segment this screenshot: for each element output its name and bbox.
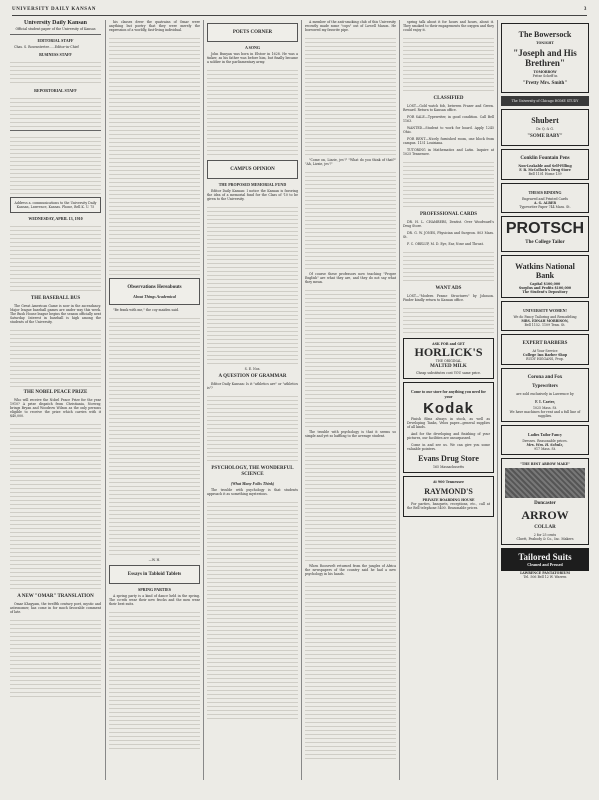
prof-item: DR. H. L. CHAMBERS, Dentist. Over Woodward's Drug Store.: [403, 220, 494, 228]
horlick-product: MALTED MILK: [430, 364, 467, 369]
notice-text: [10, 134, 101, 194]
body-text: "Come on, Lizzie, jes'!" "What do you think of that?" "Ah, Lizzie, jes'!": [305, 158, 396, 166]
conklin-price: Bell 1101 Home 139: [528, 172, 562, 176]
song-title: A SONG: [244, 45, 260, 50]
grammar-text: Editor Daily Kansan: Is it "athletics are" or "athletics is"?: [207, 382, 298, 390]
horlick-tag: Cheap substitutes cost YOU same price.: [416, 371, 481, 375]
omar-body: [10, 617, 101, 697]
column-2: [109, 20, 200, 788]
wanted-text: LOST—"Modern Frame Structures" by Johnson. Finder kindly return to Kansan office.: [403, 294, 494, 302]
watkins-capital: Capital $100,000: [529, 282, 561, 286]
grammar-body: [207, 393, 298, 463]
reportorial-staff-head: REPORTORIAL STAFF: [34, 88, 77, 93]
corona-ad: [501, 368, 589, 422]
kodak-name: Kodak: [423, 400, 474, 417]
women-head: UNIVERSITY WOMEN!: [523, 308, 567, 313]
doncaster-name: Doncaster: [534, 501, 556, 506]
classified-item: LOST—Gold watch fob, between Fraser and Green. Reward. Return to Kansan office.: [403, 104, 494, 112]
arrow-name: ARROW: [521, 508, 569, 522]
wanted-head: WANT ADS: [435, 286, 462, 291]
editorial-staff-head: EDITORIAL STAFF: [37, 38, 74, 43]
observations-body: [109, 315, 200, 555]
signature: —W. H.: [148, 558, 161, 562]
column-3: [207, 20, 298, 788]
classified-item: FOR RENT—Nicely furnished room, one block from campus. 1131 Louisiana.: [403, 137, 494, 145]
essays-head: Essays in Tabloid Tablets: [127, 572, 182, 577]
women-name: MRS. EDNAH MORRISON,: [521, 319, 569, 323]
omar-continued-body: [109, 35, 200, 275]
column-rule: [203, 20, 204, 780]
campus-sub: THE PROPOSED MEMORIAL FUND: [218, 182, 287, 187]
horlick-sub: THE ORIGINAL: [435, 359, 462, 363]
ladies-dresses: Dresses. Reasonable prices.: [522, 439, 568, 443]
poets-box: [207, 23, 298, 42]
essays-box: [109, 565, 200, 584]
collar-name: COLLAR: [534, 525, 556, 530]
column-5: [403, 20, 494, 788]
tomorrow: TOMORROW: [533, 70, 557, 74]
protsch-name: PROTSCH: [505, 220, 585, 237]
omar-head: A NEW "OMAR" TRANSLATION: [17, 594, 94, 599]
body-text: When Roosevelt returned from the jungles of Africa the newspapers of the country said he had a new psychology in his hands.: [305, 564, 396, 576]
signature: S. E. Nos.: [244, 367, 261, 371]
omar-text: Omar Khayyam, the twelfth century poet, mystic and astronomer, has come in for much favorable comment of late.: [10, 602, 101, 614]
prof-item: DR. G. W. JONES, Physician and Surgeon. 803 Mass. St.: [403, 231, 494, 239]
ladies-head: Ladies Tailor Fancy: [528, 432, 562, 437]
poem-body: [207, 67, 298, 157]
conklin-sub: Non-Leakable and Self-Filling: [518, 164, 572, 168]
staff-list: [10, 59, 101, 85]
gilbert-name: A. G. ALBER: [533, 201, 556, 205]
watkins-surplus: Surplus and Profits $100,000: [518, 286, 572, 290]
business-staff-head: BUSINESS STAFF: [39, 52, 72, 57]
women-tailoring: We do Fancy Tailoring and Remodeling: [513, 315, 577, 319]
staff-list: [10, 95, 101, 127]
essays-body: [109, 609, 200, 749]
evans-addr: 165 Massachusetts: [432, 465, 465, 469]
classified-item: WANTED—Student to work for board. Apply 1245 Ohio.: [403, 126, 494, 134]
masthead: [12, 4, 587, 16]
chicago-box: The University of Chicago HOME STUDY: [511, 99, 579, 103]
raymond-sub: PRIVATE BOARDING HOUSE: [422, 498, 475, 502]
column-rule: [399, 20, 400, 780]
observations-head: Observations Hereabouts: [127, 285, 182, 290]
body-text-block: [305, 169, 396, 269]
body-text-block: [305, 35, 396, 155]
classified-more: [403, 159, 494, 209]
observations-box: [109, 278, 200, 305]
campus-box: [207, 160, 298, 179]
shubert-name: Shubert: [531, 116, 559, 125]
kodak-text2: And for the developing and finishing of your pictures, our facilities are unsurpassed.: [407, 432, 490, 440]
nobel-text: Who will receive the Nobel Peace Prize for the year 1910? A prize dispatch from Christiania, Norway, brings Bryan and Woodrow Wilson as the only persons eligible to receive the prize which carries with it $40,000.: [10, 398, 101, 418]
psych-sub: (What Many Folks Think): [230, 481, 275, 486]
poets-head: POETS CORNER: [232, 30, 273, 35]
psych-text: The trouble with psychology is that students approach it as something mysterious.: [207, 488, 298, 496]
address-block: Address a. communications to the University Daily Kansan, Lawrence, Kansas. Phone, Bell K. U. 75: [10, 197, 101, 213]
baseball-body: [10, 327, 101, 387]
campus-head: CAMPUS OPINION: [230, 167, 275, 172]
thesis-head: THESIS BINDING: [528, 190, 562, 195]
corona-name: Corona and Fox: [527, 375, 563, 380]
body-text: The trouble with psychology is that it seems so simple and yet so baffling to the average student.: [305, 430, 396, 438]
horlick-name: HORLICK'S: [414, 345, 483, 359]
barber-sub: At Your Service: [532, 349, 558, 353]
raymond-top: At 900 Tennessee: [432, 480, 465, 484]
shubert-ad: [501, 109, 589, 146]
editorial-text: [10, 223, 101, 293]
tailored-name: Tailored Suits: [518, 552, 572, 562]
college-inn: College Inn Barber Shop: [522, 353, 568, 357]
tailored-suits-ad: [501, 548, 589, 571]
conklin-ad: [501, 149, 589, 180]
horlick-top: ASK FOR and GET: [432, 342, 465, 346]
chicago-ad: [501, 96, 589, 106]
prof-more: [403, 249, 494, 283]
dressmaker-addr: 917 Mass. St.: [533, 447, 557, 451]
classified-item: FOR SALE—Typewriter, in good condition. Call Bell 1163.: [403, 115, 494, 123]
wanted-more: [403, 305, 494, 335]
divider: [10, 130, 101, 131]
body-text-block: [403, 35, 494, 93]
raymond-text: For parties, banquets, receptions, etc., call at the Bell telephone 5400. Reasonable prices.: [407, 502, 490, 510]
body-text-block: [305, 441, 396, 561]
corona-rent: We have machines for rent and a full line of supplies.: [509, 410, 581, 418]
nobel-body: [10, 421, 101, 591]
barber-ad: [501, 334, 589, 365]
baseball-head: THE BASEBALL BUS: [30, 296, 81, 301]
tonight: TONIGHT: [536, 41, 554, 45]
fritze: Fritze Scheff in: [532, 74, 558, 78]
column-rule: [105, 20, 106, 780]
essays-sub: SPRING PARTIES: [137, 587, 171, 592]
body-text-block: [305, 579, 396, 759]
women-ad: [501, 301, 589, 331]
protsch-ad: [501, 216, 589, 252]
essays-text: A spring party is a kind of dance held in the spring. The co-eds wear their new frocks and the men wear their best suits.: [109, 594, 200, 606]
bowersock-ad: [501, 23, 589, 93]
barber-prop: RUDY HIGGANS, Prop.: [526, 357, 564, 361]
pretty-title: "Pretty Mrs. Smith": [522, 81, 568, 86]
typewriters-label: Typewriters: [532, 384, 558, 389]
carter-name: F. I. Carter,: [535, 399, 555, 404]
psych-head: PSYCHOLOGY, THE WONDERFUL SCIENCE: [211, 466, 294, 477]
nobel-head: THE NOBEL PEACE PRIZE: [23, 390, 88, 395]
poem-text: John Bunyan was born in Elstow in 1628. He was a tinker, as his father was before him, but finally became a soldier in the parliamentary army.: [207, 52, 298, 64]
conklin-seller: F. B. McColloch's Drug Store: [519, 168, 571, 172]
campus-text: Editor Daily Kansan: I notice the Kansan is favoring the idea of a memorial fund for the Class of '10 to be given to the University.: [207, 189, 298, 201]
pantatorium-addr: Tel. 506 Bell 12 W. Warren: [523, 575, 567, 579]
pantatorium-name: LAWRENCE PANTATORIUM: [520, 571, 570, 575]
column-6: [501, 20, 589, 788]
watkins-depository: The Student's Depository: [522, 290, 568, 294]
ladies-ad: [501, 425, 589, 455]
bowersock-name: The Bowersock: [518, 30, 572, 39]
corona-sold: are sold exclusively in Lawrence by: [516, 392, 574, 396]
body-text: spring talk about it for hours and hours, about it. They smoked to their engagements the oxygen and they could enjoy it.: [403, 20, 494, 32]
prof-item: F. C. ORELUP, M. D. Eye, Ear, Nose and Throat.: [407, 242, 484, 246]
horlick-ad: [403, 338, 494, 379]
kodak-text: Finish films always in stock, as well as Developing Tanks, Velox paper—general supplies of all kinds.: [407, 417, 490, 429]
observations-sub: About Things Academical: [133, 294, 176, 299]
grammar-head: A QUESTION OF GRAMMAR: [218, 374, 287, 379]
kodak-ad: [403, 382, 494, 473]
official-line: Official student paper of the University of Kansas: [15, 27, 96, 31]
thesis-ad: [501, 183, 589, 213]
column-rule: [497, 20, 498, 780]
shubert-play: "SOME BABY": [527, 134, 563, 139]
prof-head: PROFESSIONAL CARDS: [419, 212, 478, 217]
conklin-name: Conklin Fountain Pens: [520, 156, 570, 161]
divider: [10, 34, 101, 35]
observations-text: "Be frank with me," the coy maiden said.: [113, 308, 180, 312]
classified-head: CLASSIFIED: [433, 96, 464, 101]
shubert-sub: Dr. Q. & G.: [536, 127, 554, 131]
women-addr: Bell 1152. 1109 Tenn. St.: [524, 323, 566, 327]
joseph-title: "Joseph and His Brethren": [513, 48, 577, 68]
watkins-name: Watkins National Bank: [515, 262, 575, 280]
date-line: WEDNESDAY, APRIL 13, 1910: [28, 216, 83, 221]
editor-line: Chas. S. Rosenstreter......Editor-in-Chief: [14, 45, 79, 49]
arrow-collar-ad: [501, 458, 589, 545]
campus-body: [207, 204, 298, 364]
cluett-makers: Cluett, Peabody & Co., Inc. Makers: [516, 537, 574, 541]
carter-addr: 1025 Mass. St.: [532, 406, 558, 410]
column-4: [305, 20, 396, 788]
dressmaker-name: Mrs. Wm. H. Schulz,: [526, 443, 564, 447]
body-text: Of course these professors now teaching "Proper English" are what they are, and they do not say what they mean.: [305, 272, 396, 284]
protsch-sub: The College Tailor: [525, 240, 565, 245]
collar-price: 2 for 25 cents: [533, 533, 557, 537]
kodak-text3: Come in and see us. We can give you some valuable pointers.: [407, 443, 490, 451]
watkins-ad: [501, 255, 589, 298]
barber-head: EXPERT BARBERS: [522, 341, 568, 346]
psych-body: [207, 499, 298, 719]
raymond-name: RAYMOND'S: [424, 487, 473, 496]
engraved-cards: Engraved and Printed Cards: [521, 197, 569, 201]
tailored-sub: Cleaned and Pressed: [527, 562, 563, 567]
column-1: [10, 20, 101, 788]
typewriter-paper: Typewriter Paper 744 Mass. St.: [519, 205, 571, 209]
kodak-intro: Come to our store for anything you need for your: [410, 389, 487, 399]
column-rule: [301, 20, 302, 780]
baseball-text: The Great American Game is now in the ascendancy. Major league baseball games are under way this week. The Bush House league begins the season officially next Saturday. Interest in baseball is high among the students of the University.: [10, 304, 101, 324]
omar-continued: his classes drew the quatrains of Omar were anything but poetry that they were merely the expression of a worldly, fast-living individual.: [109, 20, 200, 32]
body-text: A member of the anti-smoking club of this University recently made some "cops" out of Lowell Mason. He borrowed my favorite pipe.: [305, 20, 396, 32]
body-text-block: [305, 287, 396, 427]
classified-item: TUTORING in Mathematics and Latin. Inquire at 1025 Tennessee.: [403, 148, 494, 156]
collar-illustration: [505, 468, 585, 498]
best-arrow: "THE BEST ARROW MAKE": [520, 462, 570, 466]
raymond-ad: [403, 476, 494, 517]
evans-name: Evans Drug Store: [418, 454, 479, 463]
paper-name: University Daily Kansan: [23, 20, 87, 26]
masthead-title: UNIVERSITY DAILY KANSAN: [12, 6, 97, 12]
masthead-page-number: 3: [583, 6, 587, 12]
